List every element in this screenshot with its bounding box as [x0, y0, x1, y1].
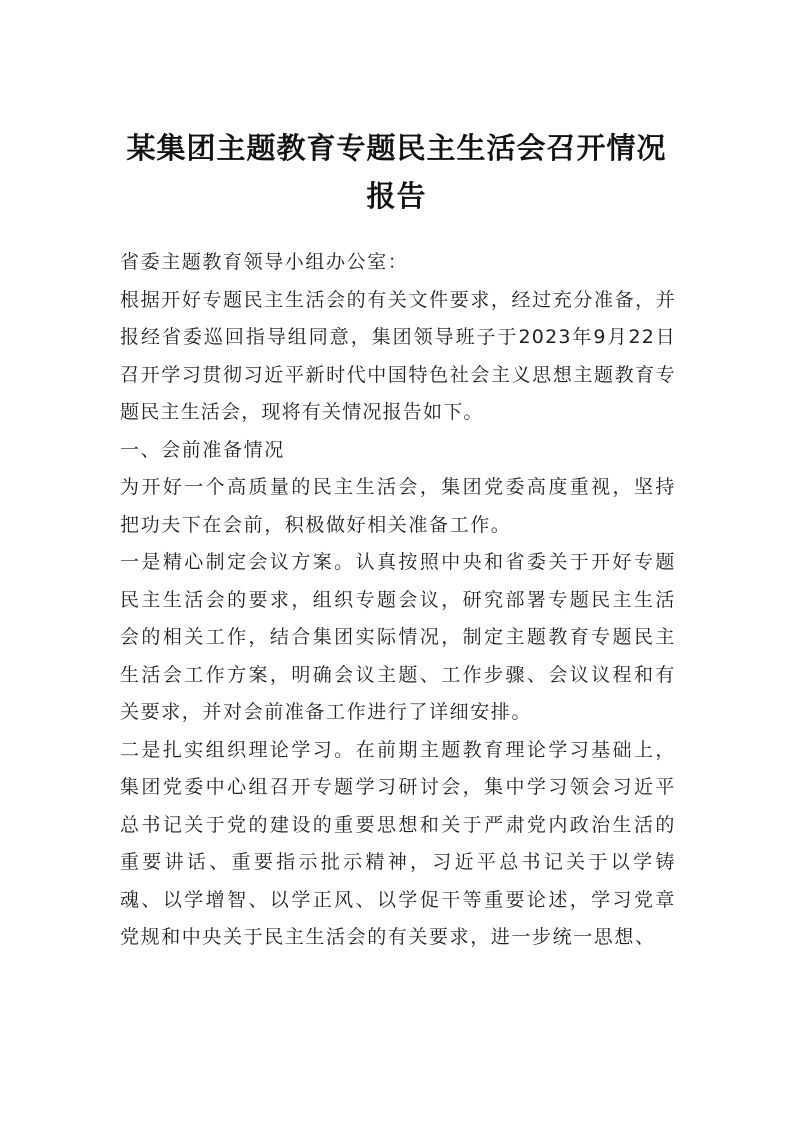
section-heading-1: 一、会前准备情况 — [120, 438, 285, 461]
section-paragraph-1: 为开好一个高质量的民主生活会，集团党委高度重视，坚持把功夫下在会前，积极做好相关准备工作。 — [120, 476, 676, 536]
section-paragraph-3: 二是扎实组织理论学习。在前期主题教育理论学习基础上，集团党委中心组召开专题学习研讨会，集中学习领会习近平总书记关于党的建设的重要思想和关于严肃党内政治生活的重要讲话、重要指示批示精神，习近平总书记关于以学铸魂、以学增智、以学正风、以学促干等重要论述，学习党章党规和中央关于民主生活会的有关要求，进一步统一思想、 — [120, 738, 676, 948]
document-body — [120, 244, 676, 957]
salutation: 省委主题教育领导小组办公室： — [120, 251, 409, 273]
document-title-line-1: 某集团主题教育专题民主生活会召开情况 — [126, 131, 667, 165]
intro-paragraph: 根据开好专题民主生活会的有关文件要求，经过充分准备，并报经省委巡回指导组同意，集团领导班子于2023年9月22日召开学习贯彻习近平新时代中国特色社会主义思想主题教育专题民主生活会，现将有关情况报告如下。 — [120, 288, 676, 423]
section-paragraph-2: 一是精心制定会议方案。认真按照中央和省委关于开好专题民主生活会的要求，组织专题会议，研究部署专题民主生活会的相关工作，结合集团实际情况，制定主题教育专题民主生活会工作方案，明确会议主题、工作步骤、会议议程和有关要求，并对会前准备工作进行了详细安排。 — [120, 551, 676, 723]
document-title-line-2: 报告 — [366, 179, 427, 213]
